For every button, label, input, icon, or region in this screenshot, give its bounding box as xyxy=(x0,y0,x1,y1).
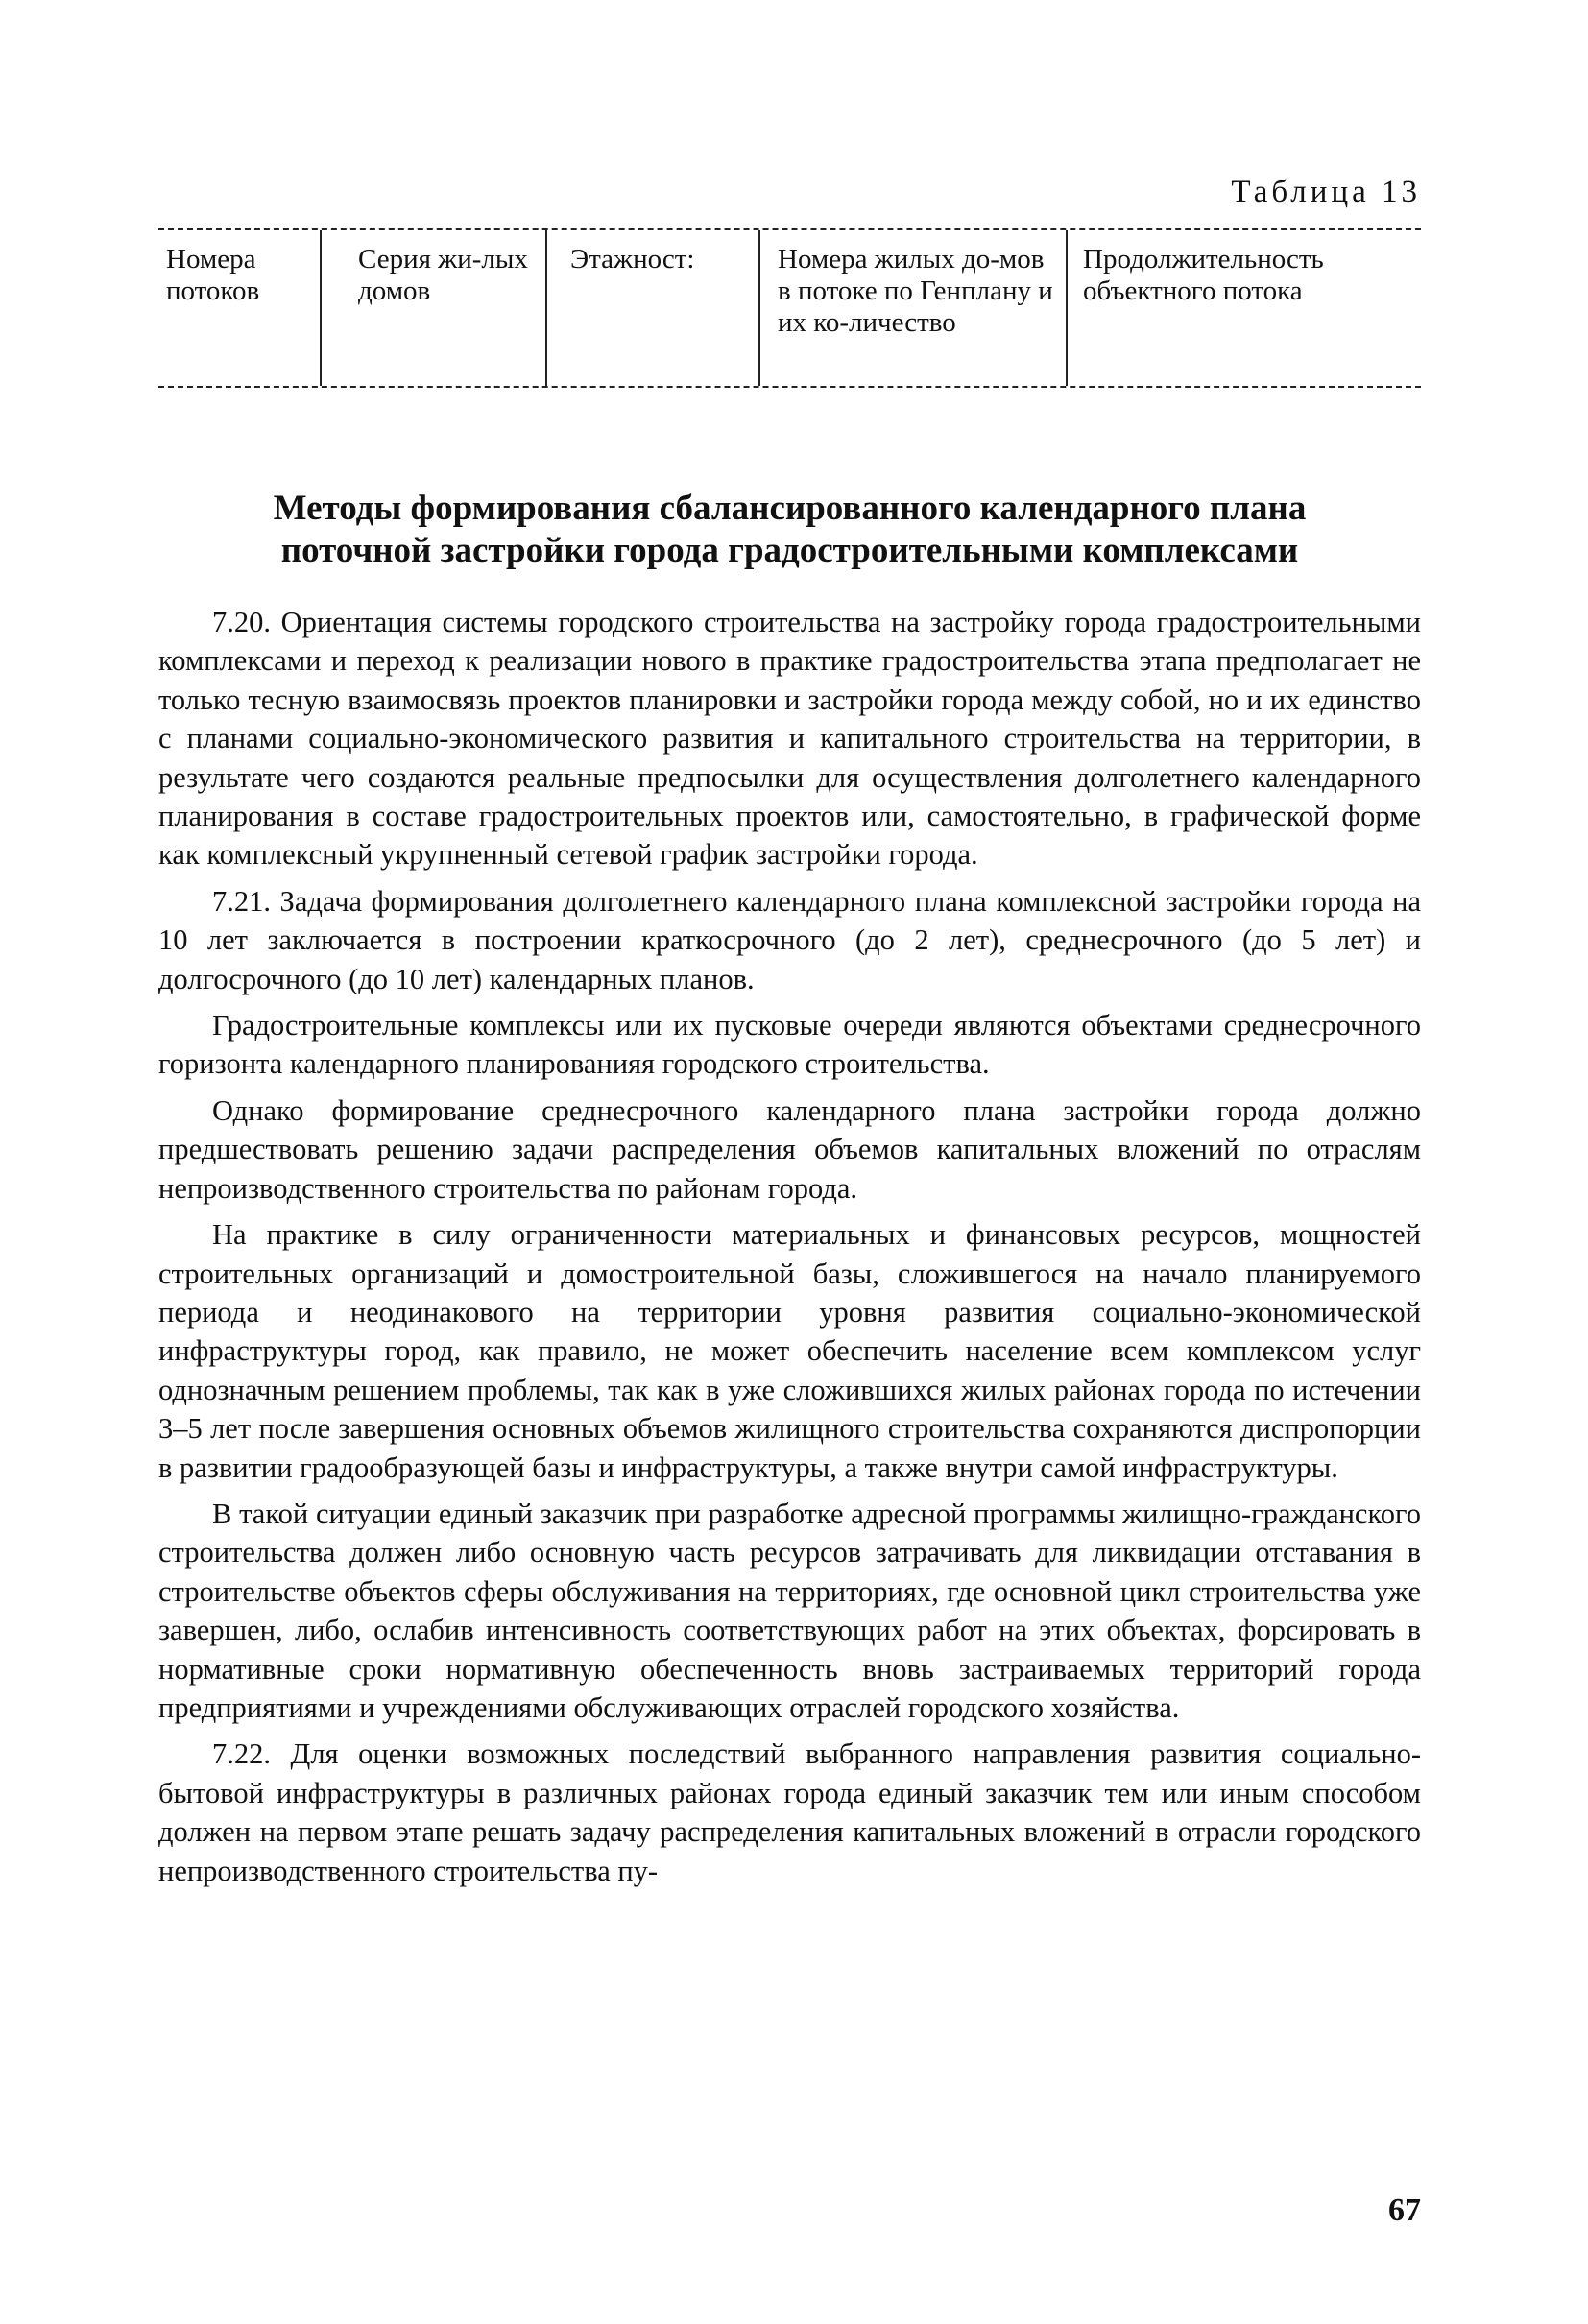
paragraph: 7.21. Задача формирования долголетнего календарного плана комплексной застройки города на 10 лет заключается в построении краткосрочного (до 2 лет), среднесрочного (до 5 лет) и долгосрочного (до 10 лет) календарных планов. xyxy=(158,884,1421,995)
section-title-line: Методы формирования сбалансированного календарного плана xyxy=(273,489,1307,528)
paragraph: Градостроительные комплексы или их пусковые очереди являются объектами среднесрочного горизонта календарного планированияя городского строительства. xyxy=(158,1009,1421,1081)
table-header-cell-house-numbers: Номера жилых до-мов в потоке по Генплану и их ко-личество xyxy=(760,230,1068,386)
page-number: 67 xyxy=(1388,2192,1421,2228)
body-text xyxy=(158,603,1421,1898)
section-title-line: поточной застройки города градостроительными комплексами xyxy=(280,531,1299,570)
table-header-cell-duration: Продолжительность объектного потока xyxy=(1083,244,1324,306)
table-header-cell-building-series: Серия жи-лых домов xyxy=(322,230,547,386)
table-caption: Таблица 13 xyxy=(1231,175,1421,209)
table-header-cell-floors: Этажност: xyxy=(547,230,760,386)
paragraph: На практике в силу ограниченности материальных и финансовых ресурсов, мощностей строительных организаций и домостроительной базы, сложившегося на начало планируемого периода и неодинакового на территории уровня развития социально-экономической инфраструктуры город, как правило, не может обеспечить население всем комплексом услуг однозначным решением проблемы, так как в уже сложившихся жилых районах города по истечении 3–5 лет после завершения основных объемов жилищного строительства сохраняются диспропорции в развитии градообразующей базы и инфраструктуры, а также внутри самой инфраструктуры. xyxy=(158,1218,1421,1484)
paragraph: В такой ситуации единый заказчик при разработке адресной программы жилищно-гражданского строительства должен либо основную часть ресурсов затрачивать для ликвидации отставания в строительстве объектов сферы обслуживания на территориях, где основной цикл строительства уже завершен, либо, ослабив интенсивность соответствующих работ на этих объектах, форсировать в нормативные сроки нормативную обеспеченность вновь застраиваемых территорий города предприятиями и учреждениями обслуживающих отраслей городского хозяйства. xyxy=(158,1497,1421,1724)
paragraph: 7.20. Ориентация системы городского строительства на застройку города градостроительными комплексами и переход к реализации нового в практике градостроительства этапа предполагает не только тесную взаимосвязь проектов планировки и застройки города между собой, но и их единство с планами социально-экономического развития и капитального строительства на территории, в результате чего создаются реальные предпосылки для осуществления долголетнего календарного планирования в составе градостроительных проектов или, самостоятельно, в графической форме как комплексный укрупненный сетевой график застройки города. xyxy=(158,606,1421,872)
table-header-cell-flow-numbers: Номера потоков xyxy=(158,230,322,386)
table-header xyxy=(158,228,1421,388)
section-title xyxy=(158,488,1421,572)
paragraph: Однако формирование среднесрочного календарного плана застройки города должно предшествовать решению задачи распределения объемов капитальных вложений по отраслям непроизводственного строительства по районам города. xyxy=(158,1093,1421,1205)
paragraph: 7.22. Для оценки возможных последствий выбранного направления развития социально-бытовой инфраструктуры в различных районах города единый заказчик тем или иным способом должен на первом этапе решать задачу распределения капитальных вложений в отрасли городского непроизводственного строительства пу- xyxy=(158,1737,1421,1887)
